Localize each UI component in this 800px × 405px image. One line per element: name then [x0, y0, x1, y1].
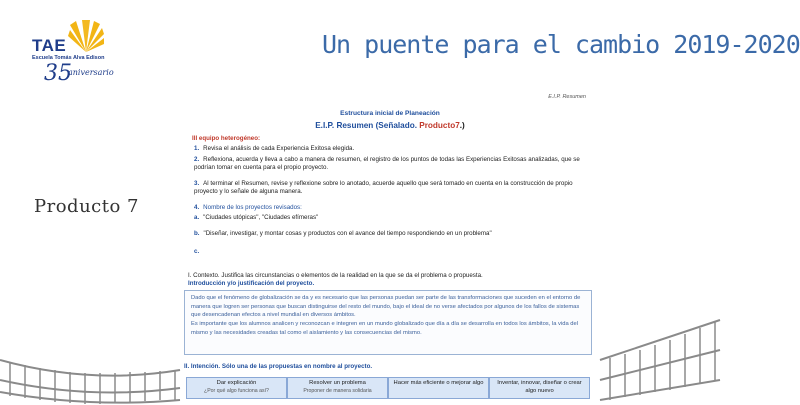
- doc-subheading: [180, 120, 600, 131]
- doc-item: c.: [194, 248, 200, 255]
- doc-section-label: III equipo heterogéneo:: [192, 135, 261, 142]
- slide-title: Un puente para el cambio 2019-2020: [322, 30, 800, 59]
- logo-brand: TAE: [32, 36, 67, 55]
- logo-anniversary-number: 35: [44, 61, 72, 86]
- doc-subheading-product: Producto7: [419, 121, 460, 130]
- bridge-left-illustration: [0, 330, 180, 405]
- planning-document: [180, 90, 600, 405]
- doc-option-cell: Resolver un problema Proponer de manera solidaria: [287, 377, 388, 399]
- bridge-right-illustration: [600, 300, 720, 405]
- doc-options-table: [186, 377, 590, 399]
- doc-header-tag: E.I.P. Resumen: [548, 94, 586, 100]
- doc-item: 2. Reflexiona, acuerda y lleva a cabo a manera de resumen, el registro de los puntos de todas las Experiencias Exitosas analizadas, que se podrían tomar en cuenta para el propio proyecto.: [194, 156, 580, 172]
- product-label: Producto 7: [34, 196, 139, 217]
- doc-context-subtitle: Introducción y/o justificación del proyecto.: [188, 280, 315, 288]
- doc-intention: II. Intención. Sólo una de las propuestas en nombre al proyecto.: [184, 363, 373, 370]
- doc-item: 3. Al terminar el Resumen, revise y reflexione sobre lo anotado, acuerde aquello que será tomado en cuenta en la construcción de propio proyecto y lo señale de alguna manera.: [194, 180, 573, 196]
- doc-item: 4. Nombre de los proyectos revisados:: [194, 204, 302, 211]
- doc-option-cell: Hacer más eficiente o mejorar algo: [388, 377, 489, 399]
- doc-context-box: [184, 290, 592, 355]
- doc-context: [188, 272, 588, 289]
- school-logo: [28, 18, 148, 88]
- doc-context-paragraph: Dado que el fenómeno de globalización se da y es necesario que las personas puedan ser parte de las transformaciones que suceden en el entorno de manera que logren ser personas que buscan distinguirse del resto del mundo, bajo el ideal de no verse afectados por algunos de los fallos de sistemas que desencadenan efectos a nivel mundial en diversos ámbitos.: [191, 295, 581, 319]
- logo-school-name: Escuela Tomás Alva Edison: [32, 55, 105, 61]
- doc-subheading-part-a: E.I.P. Resumen (Señalado.: [315, 121, 417, 130]
- doc-item: b. "Diseñar, investigar, y montar cosas y productos con el avance del tiempo respondiendo en un problema": [194, 230, 492, 237]
- doc-option-cell: Dar explicación ¿Por qué algo funciona así?: [186, 377, 287, 399]
- doc-context-paragraph: Es importante que los alumnos analicen y reconozcan e integren en un mundo globalizado que día a día se desarrolla en todos los ámbitos, la vida del mismo y las necesidades creadas tal como el aislamiento y las consecuencias del mismo.: [191, 321, 579, 336]
- logo-anniversary-script: aniversario: [68, 68, 114, 77]
- doc-option-cell: Inventar, innovar, diseñar o crear algo nuevo: [489, 377, 590, 399]
- doc-item: a. "Ciudades utópicas", "Ciudades efímeras": [194, 214, 319, 221]
- doc-heading: Estructura inicial de Planeación: [340, 110, 440, 117]
- doc-item: 1. Revisa el análisis de cada Experiencia Exitosa elegida.: [194, 145, 355, 152]
- doc-subheading-part-c: .): [459, 121, 465, 130]
- sun-rays-icon: [68, 18, 104, 54]
- doc-context-title: I. Contexto. Justifica las circunstancias o elementos de la realidad en la que se da el problema o propuesta.: [188, 272, 483, 279]
